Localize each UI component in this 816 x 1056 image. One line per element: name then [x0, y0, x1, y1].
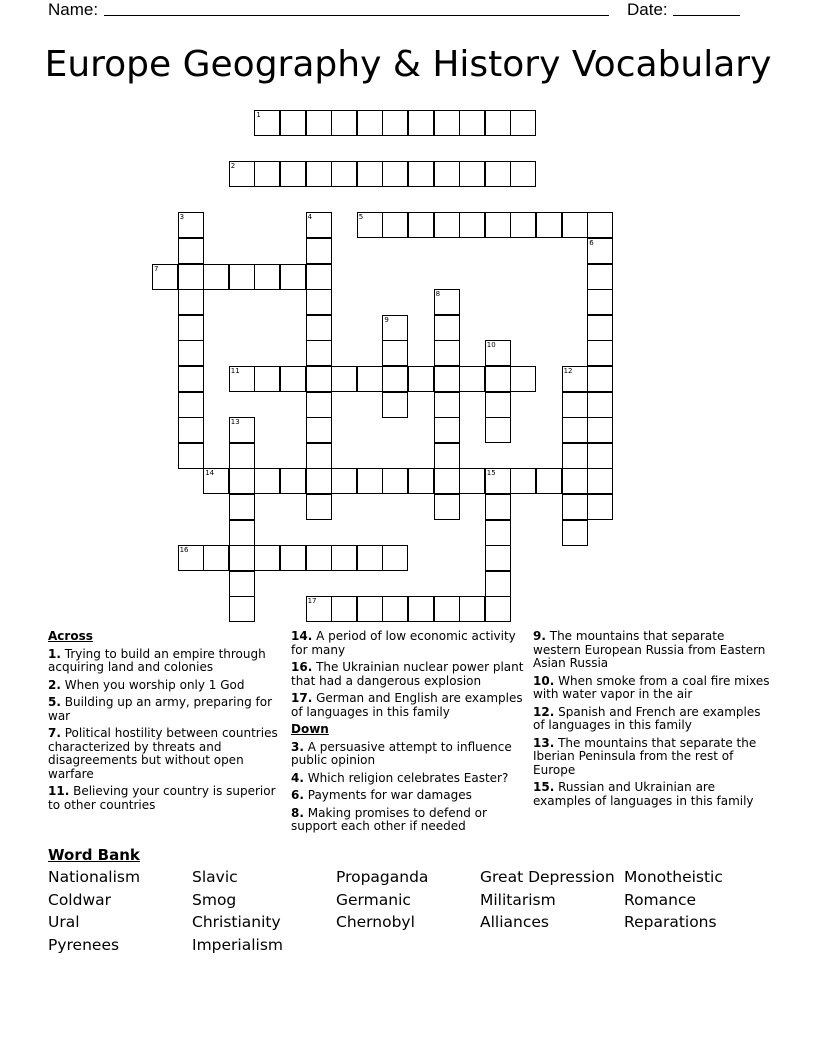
crossword-cell[interactable] — [306, 417, 332, 443]
clue-text: Making promises to defend or support each other if needed — [291, 805, 487, 833]
clue-text: Trying to build an empire through acquiring land and colonies — [48, 646, 266, 674]
crossword-cell[interactable] — [485, 417, 511, 443]
word-bank-item: Romance — [624, 890, 697, 909]
clue-text: Russian and Ukrainian are examples of languages in this family — [533, 780, 754, 808]
crossword-cell[interactable] — [587, 212, 613, 238]
crossword-cell[interactable] — [434, 289, 460, 315]
clue-down — [291, 807, 525, 834]
word-bank-item: Nationalism — [48, 868, 141, 886]
clue-down — [533, 630, 773, 671]
crossword-cell[interactable] — [152, 264, 178, 290]
crossword-cell[interactable] — [306, 289, 332, 315]
crossword-cell[interactable] — [382, 596, 408, 622]
crossword-cell[interactable] — [485, 468, 511, 494]
clue-number: 15 — [486, 469, 496, 478]
clue-down — [533, 706, 773, 733]
crossword-cell[interactable] — [485, 340, 511, 366]
crossword-cell[interactable] — [434, 417, 460, 443]
crossword-cell[interactable] — [357, 366, 383, 392]
clue-text: Believing your country is superior to other countries — [48, 784, 276, 812]
clue-number: 7 — [154, 264, 159, 273]
crossword-cell[interactable] — [331, 468, 357, 494]
crossword-cell[interactable] — [459, 596, 485, 622]
crossword-cell[interactable] — [434, 494, 460, 520]
crossword-cell[interactable] — [382, 110, 408, 136]
crossword-cell[interactable] — [254, 110, 280, 136]
crossword-cell[interactable] — [562, 443, 588, 469]
crossword-cell[interactable] — [587, 315, 613, 341]
clue-number: 4 — [307, 213, 313, 222]
crossword-cell[interactable] — [357, 212, 383, 238]
crossword-cell[interactable] — [229, 468, 255, 494]
crossword-cell[interactable] — [178, 238, 204, 264]
crossword-cell[interactable] — [408, 161, 434, 187]
clue-number-label: 4. — [291, 770, 304, 785]
crossword-cell[interactable] — [178, 392, 204, 418]
crossword-cell[interactable] — [587, 340, 613, 366]
crossword-cell[interactable] — [254, 468, 280, 494]
word-bank-item: Propaganda — [336, 868, 429, 886]
clue-number: 6 — [589, 239, 594, 247]
clue-number: 16 — [179, 546, 189, 555]
clue-number-label: 5. — [48, 695, 61, 709]
clue-across — [48, 785, 284, 812]
crossword-cell[interactable] — [459, 468, 485, 494]
word-bank-item: Slavic — [192, 868, 238, 886]
clue-number: 3 — [179, 213, 185, 222]
clue-text: The mountains that separate the Iberian Peninsula from the rest of Europe — [533, 735, 757, 777]
crossword-cell[interactable] — [357, 545, 383, 571]
crossword-cell[interactable] — [331, 366, 357, 392]
crossword-cell[interactable] — [459, 110, 485, 136]
crossword-cell[interactable] — [178, 212, 204, 238]
crossword-cell[interactable] — [280, 161, 306, 187]
word-bank-item: Smog — [192, 890, 237, 909]
crossword-cell[interactable] — [459, 366, 485, 392]
crossword-cell[interactable] — [382, 315, 408, 341]
clue-number: 13 — [230, 418, 240, 427]
clue-number-label: 1. — [48, 646, 61, 661]
clues-column-2 — [291, 630, 525, 838]
crossword-cell[interactable] — [562, 392, 588, 418]
crossword-cell[interactable] — [510, 110, 536, 136]
crossword-cell[interactable] — [229, 417, 255, 443]
clue-number-label: 9. — [533, 629, 546, 643]
crossword-cell[interactable] — [459, 212, 485, 238]
clue-across — [291, 630, 525, 657]
clue-number: 11 — [230, 367, 240, 375]
crossword-cell[interactable] — [562, 212, 588, 238]
page-title: Europe Geography & History Vocabulary — [44, 44, 772, 85]
crossword-cell[interactable] — [459, 161, 485, 187]
crossword-cell[interactable] — [331, 545, 357, 571]
clue-number: 1 — [256, 111, 261, 119]
crossword-cell[interactable] — [178, 417, 204, 443]
clue-text: The Ukrainian nuclear power plant that had a dangerous explosion — [291, 660, 524, 688]
clue-across — [48, 696, 284, 723]
crossword-cell[interactable] — [229, 161, 255, 187]
crossword-cell[interactable] — [280, 264, 306, 290]
crossword-cell[interactable] — [434, 212, 460, 238]
crossword-cell[interactable] — [587, 468, 613, 494]
crossword-cell[interactable] — [229, 443, 255, 469]
crossword-cell[interactable] — [485, 366, 511, 392]
crossword-cell[interactable] — [587, 494, 613, 520]
crossword-cell[interactable] — [382, 392, 408, 418]
crossword-cell[interactable] — [306, 161, 332, 187]
crossword-cell[interactable] — [485, 545, 511, 571]
word-bank-item: Christianity — [192, 913, 281, 931]
crossword-cell[interactable] — [306, 596, 332, 622]
crossword-cell[interactable] — [408, 596, 434, 622]
clue-down — [291, 741, 525, 768]
crossword-cell[interactable] — [203, 264, 229, 290]
clue-text: A persuasive attempt to influence public opinion — [291, 739, 512, 767]
clue-text: German and English are examples of languages in this family — [291, 691, 523, 719]
clue-number-label: 6. — [291, 788, 304, 802]
crossword-cell[interactable] — [280, 366, 306, 392]
crossword-cell[interactable] — [434, 468, 460, 494]
crossword-cell[interactable] — [485, 520, 511, 546]
word-bank-item: Great Depression — [480, 868, 615, 886]
crossword-cell[interactable] — [510, 366, 536, 392]
crossword-cell[interactable] — [331, 596, 357, 622]
clue-number-label: 8. — [291, 805, 304, 820]
word-bank — [48, 868, 768, 954]
crossword-cell[interactable] — [485, 212, 511, 238]
clue-number: 9 — [384, 315, 389, 324]
crossword-cell[interactable] — [306, 494, 332, 520]
crossword-cell[interactable] — [306, 468, 332, 494]
clue-number-label: 12. — [533, 704, 555, 719]
clue-across — [48, 648, 284, 675]
crossword-cell[interactable] — [536, 468, 562, 494]
crossword-cell[interactable] — [254, 545, 280, 571]
crossword-cell[interactable] — [485, 494, 511, 520]
crossword-cell[interactable] — [203, 545, 229, 571]
clue-number-label: 11. — [48, 784, 70, 798]
crossword-cell[interactable] — [587, 443, 613, 469]
crossword-cell[interactable] — [280, 468, 306, 494]
crossword-cell[interactable] — [203, 468, 229, 494]
crossword-cell[interactable] — [510, 468, 536, 494]
clue-down — [533, 737, 773, 778]
crossword-cell[interactable] — [485, 161, 511, 187]
date-label: Date: — [627, 0, 668, 19]
crossword-cell[interactable] — [306, 340, 332, 366]
crossword-cell[interactable] — [562, 366, 588, 392]
clue-text: When smoke from a coal fire mixes with water vapor in the air — [533, 673, 770, 701]
clue-down — [291, 789, 525, 803]
crossword-cell[interactable] — [357, 161, 383, 187]
clue-text: Which religion celebrates Easter? — [307, 770, 509, 785]
crossword-cell[interactable] — [306, 443, 332, 469]
clue-number-label: 10. — [533, 673, 555, 688]
crossword-cell[interactable] — [357, 110, 383, 136]
crossword-cell[interactable] — [408, 468, 434, 494]
clues-column-3 — [533, 630, 773, 812]
crossword-cell[interactable] — [408, 212, 434, 238]
crossword-cell[interactable] — [178, 443, 204, 469]
crossword-cell[interactable] — [254, 366, 280, 392]
crossword-cell[interactable] — [587, 392, 613, 418]
crossword-cell[interactable] — [510, 212, 536, 238]
clue-down — [533, 781, 773, 808]
word-bank-item: Coldwar — [48, 890, 111, 909]
crossword-cell[interactable] — [587, 289, 613, 315]
crossword-cell[interactable] — [331, 110, 357, 136]
crossword-cell[interactable] — [306, 392, 332, 418]
clue-number-label: 13. — [533, 735, 555, 750]
crossword-cell[interactable] — [229, 571, 255, 597]
crossword-cell[interactable] — [382, 366, 408, 392]
clue-across — [291, 692, 525, 719]
crossword-cell[interactable] — [587, 238, 613, 264]
crossword-cell[interactable] — [229, 494, 255, 520]
clue-number-label: 3. — [291, 739, 304, 754]
crossword-cell[interactable] — [382, 212, 408, 238]
clue-text: When you worship only 1 God — [64, 677, 245, 692]
crossword-cell[interactable] — [331, 161, 357, 187]
crossword-cell[interactable] — [229, 264, 255, 290]
crossword-cell[interactable] — [280, 545, 306, 571]
crossword-cell[interactable] — [178, 366, 204, 392]
word-bank-item: Imperialism — [192, 935, 284, 954]
crossword-cell[interactable] — [434, 315, 460, 341]
clue-number: 5 — [358, 213, 364, 222]
clue-number-label: 17. — [291, 691, 313, 705]
clue-number-label: 2. — [48, 677, 61, 692]
crossword-cell[interactable] — [408, 366, 434, 392]
crossword-cell[interactable] — [587, 417, 613, 443]
crossword-cell[interactable] — [382, 468, 408, 494]
crossword-cell[interactable] — [485, 110, 511, 136]
clue-number: 14 — [205, 469, 215, 478]
clue-number-label: 14. — [291, 629, 313, 643]
clues-column-1 — [48, 630, 284, 816]
crossword-cell[interactable] — [229, 596, 255, 622]
crossword-cell[interactable] — [178, 545, 204, 571]
crossword-cell[interactable] — [306, 264, 332, 290]
clue-number-label: 7. — [48, 726, 61, 740]
crossword-cell[interactable] — [306, 238, 332, 264]
across-heading: Across — [48, 629, 93, 643]
crossword-cell[interactable] — [229, 520, 255, 546]
crossword-cell[interactable] — [485, 596, 511, 622]
word-bank-title: Word Bank — [48, 846, 140, 864]
clue-text: Building up an army, preparing for war — [48, 695, 272, 723]
crossword-cell[interactable] — [178, 340, 204, 366]
crossword-cell[interactable] — [434, 366, 460, 392]
crossword-cell[interactable] — [434, 596, 460, 622]
word-bank-item: Ural — [48, 913, 80, 931]
crossword-cell[interactable] — [562, 494, 588, 520]
crossword-cell[interactable] — [306, 110, 332, 136]
crossword-cell[interactable] — [178, 315, 204, 341]
clue-across — [291, 661, 525, 688]
crossword-cell[interactable] — [434, 161, 460, 187]
crossword-cell[interactable] — [280, 110, 306, 136]
clue-across — [48, 727, 284, 781]
clue-down — [291, 772, 525, 786]
clue-number-label: 15. — [533, 780, 555, 794]
clue-text: The mountains that separate western European Russia from Eastern Asian Russia — [533, 629, 766, 670]
crossword-cell[interactable] — [382, 340, 408, 366]
crossword-cell[interactable] — [536, 212, 562, 238]
crossword-cell[interactable] — [178, 264, 204, 290]
crossword-cell[interactable] — [434, 392, 460, 418]
down-heading: Down — [291, 722, 329, 736]
crossword-cell[interactable] — [434, 340, 460, 366]
clue-number: 2 — [230, 162, 236, 171]
crossword-cell[interactable] — [306, 545, 332, 571]
crossword-cell[interactable] — [510, 161, 536, 187]
word-bank-item: Pyrenees — [48, 935, 120, 954]
name-label: Name: — [48, 0, 99, 19]
crossword-cell[interactable] — [587, 366, 613, 392]
crossword-cell[interactable] — [434, 110, 460, 136]
clue-across — [48, 679, 284, 693]
clue-number-label: 16. — [291, 660, 313, 674]
clue-down — [533, 675, 773, 702]
clue-number: 17 — [307, 597, 317, 606]
crossword-cell[interactable] — [382, 161, 408, 187]
crossword-cell[interactable] — [562, 520, 588, 546]
crossword-cell[interactable] — [587, 264, 613, 290]
crossword-cell[interactable] — [178, 289, 204, 315]
crossword-cell[interactable] — [229, 545, 255, 571]
clue-text: Political hostility between countries characterized by threats and disagreements but without open warfare — [48, 726, 278, 781]
word-bank-item: Reparations — [624, 913, 717, 931]
crossword-cell[interactable] — [562, 417, 588, 443]
clue-text: Payments for war damages — [307, 788, 472, 802]
crossword-cell[interactable] — [306, 212, 332, 238]
crossword-cell[interactable] — [254, 264, 280, 290]
word-bank-item: Monotheistic — [624, 868, 723, 886]
crossword-cell[interactable] — [306, 315, 332, 341]
crossword-cell[interactable] — [485, 571, 511, 597]
crossword-cell[interactable] — [306, 366, 332, 392]
clue-text: Spanish and French are examples of languages in this family — [533, 704, 761, 732]
clue-text: A period of low economic activity for many — [291, 629, 516, 657]
crossword-cell[interactable] — [254, 161, 280, 187]
word-bank-item: Germanic — [336, 890, 411, 909]
crossword-cell[interactable] — [357, 596, 383, 622]
word-bank-item: Alliances — [480, 913, 549, 931]
clue-number: 8 — [435, 290, 441, 299]
word-bank-item: Chernobyl — [336, 913, 415, 931]
clue-number: 12 — [563, 367, 573, 375]
crossword-cell[interactable] — [357, 468, 383, 494]
crossword-cell[interactable] — [562, 468, 588, 494]
crossword-cell[interactable] — [408, 110, 434, 136]
crossword-cell[interactable] — [382, 545, 408, 571]
crossword-cell[interactable] — [485, 392, 511, 418]
word-bank-item: Militarism — [480, 890, 556, 909]
clue-number: 10 — [486, 341, 496, 350]
crossword-cell[interactable] — [434, 443, 460, 469]
crossword-cell[interactable] — [229, 366, 255, 392]
